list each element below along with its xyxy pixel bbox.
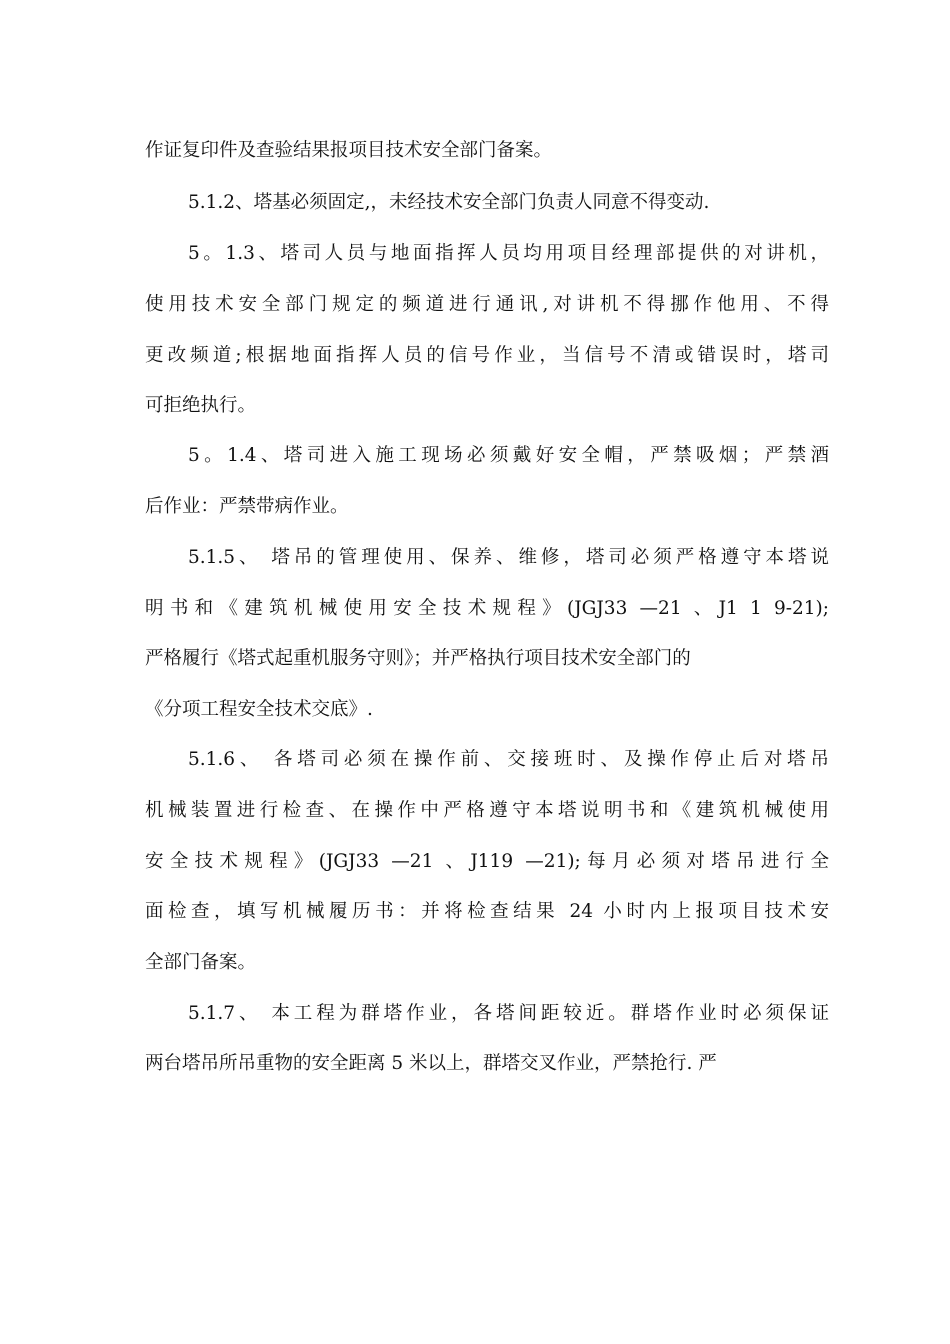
- text-line: 严格履行《塔式起重机服务守则》；并严格执行项目技术安全部门的: [145, 648, 691, 669]
- text-line: 两台塔吊所吊重物的安全距离 5 米以上，群塔交叉作业，严禁抢行. 严: [145, 1053, 717, 1074]
- text-line: 《分项工程安全技术交底》.: [145, 699, 373, 720]
- text-line: 可拒绝执行。: [145, 395, 257, 416]
- text-line: 面检查，填写机械履历书：并将检查结果 24 小时内上报项目技术安: [145, 901, 829, 922]
- text-line: 5。1.3、塔司人员与地面指挥人员均用项目经理部提供的对讲机，: [188, 243, 829, 264]
- text-line: 5.1.6、 各塔司必须在操作前、交接班时、及操作停止后对塔吊: [188, 749, 829, 770]
- text-line: 安全技术规程》(JGJ33 —21 、J119 —21);每月必须对塔吊进行全: [145, 851, 829, 872]
- text-line: 明书和《建筑机械使用安全技术规程》(JGJ33 —21 、J1 1 9-21);: [145, 598, 829, 619]
- text-line: 5。1.4、塔司进入施工现场必须戴好安全帽，严禁吸烟；严禁酒: [188, 445, 829, 466]
- text-line: 5.1.2、塔基必须固定,，未经技术安全部门负责人同意不得变动.: [188, 192, 710, 213]
- text-line: 5.1.7、 本工程为群塔作业，各塔间距较近。群塔作业时必须保证: [188, 1003, 829, 1024]
- text-line: 5.1.5、 塔吊的管理使用、保养、维修，塔司必须严格遵守本塔说: [188, 547, 829, 568]
- text-line: 全部门备案。: [145, 952, 257, 973]
- text-line: 使用技术安全部门规定的频道进行通讯,对讲机不得挪作他用、不得: [145, 294, 829, 315]
- text-line: 后作业：严禁带病作业。: [145, 496, 349, 517]
- text-line: 机械装置进行检查、在操作中严格遵守本塔说明书和《建筑机械使用: [145, 800, 829, 821]
- text-line: 作证复印件及查验结果报项目技术安全部门备案。: [145, 140, 553, 161]
- text-line: 更改频道;根据地面指挥人员的信号作业，当信号不清或错误时，塔司: [145, 345, 829, 366]
